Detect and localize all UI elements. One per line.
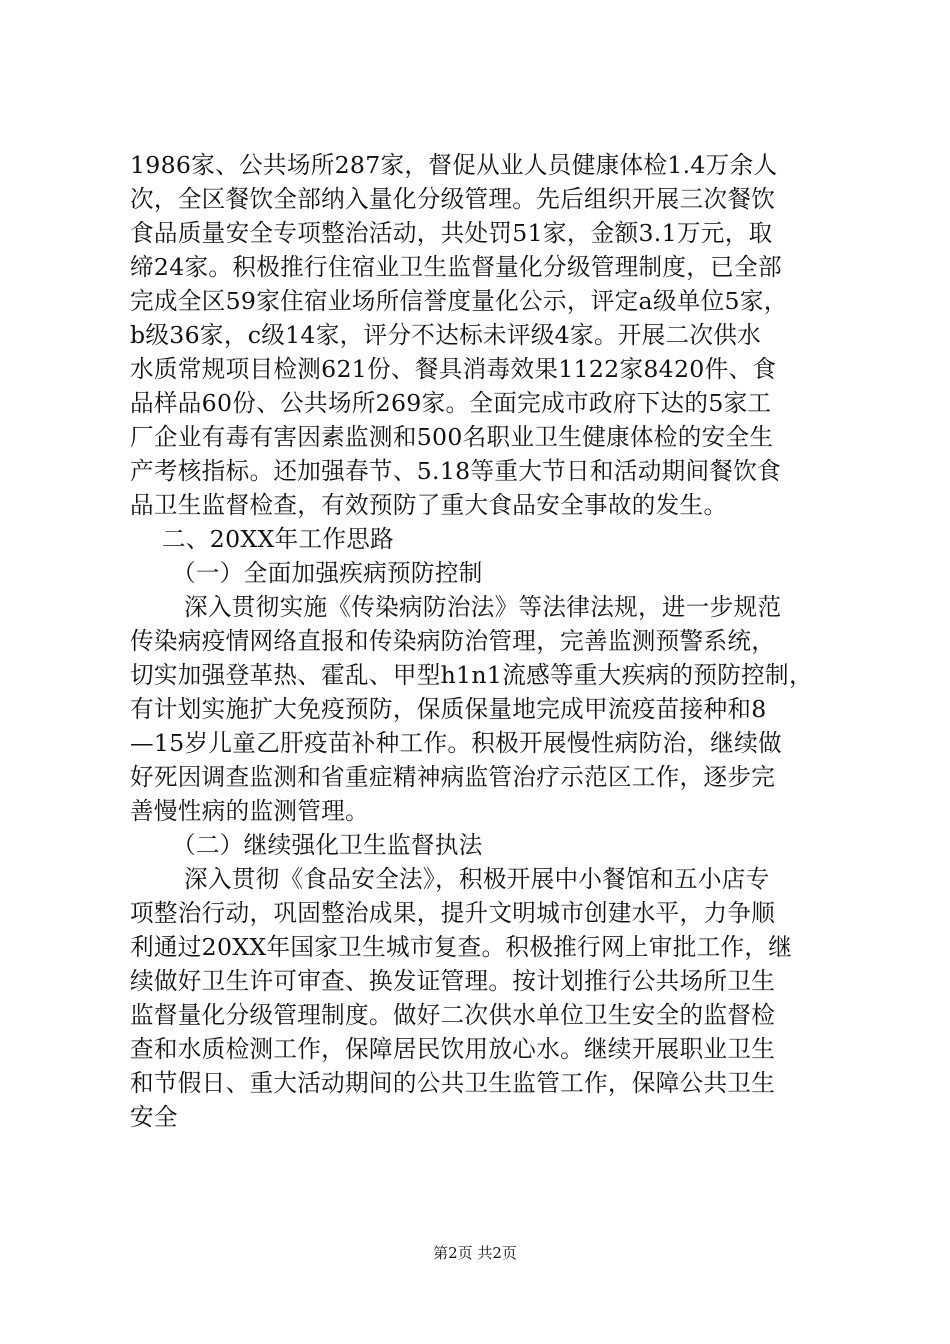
body-line: —15岁儿童乙肝疫苗补种工作。积极开展慢性病防治，继续做 [130,729,782,757]
body-line: 和节假日、重大活动期间的公共卫生监管工作，保障公共卫生 [130,1069,776,1097]
body-line: 缔24家。积极推行住宿业卫生监督量化分级管理制度，已全部 [130,253,782,281]
body-line: 1986家、公共场所287家，督促从业人员健康体检1.4万余人 [130,151,778,179]
page-footer: 第2页 共2页 [433,1244,517,1262]
paragraph-first-line: 深入贯彻《食品安全法》，积极开展中小餐馆和五小店专 [184,865,770,893]
body-line: 续做好卫生许可审查、换发证管理。按计划推行公共场所卫生 [130,967,776,995]
body-line: 厂企业有毒有害因素监测和500名职业卫生健康体检的安全生 [130,423,774,451]
paragraph-first-line: 深入贯彻实施《传染病防治法》等法律法规，进一步规范 [184,593,782,621]
body-line: 切实加强登革热、霍乱、甲型h1n1流感等重大疾病的预防控制， [130,661,813,689]
body-line: 食品质量安全专项整治活动，共处罚51家，金额3.1万元，取 [130,219,773,247]
section-heading: 二、20XX年工作思路 [162,525,395,553]
body-line: 安全 [130,1103,178,1131]
body-line: 查和水质检测工作，保障居民饮用放心水。继续开展职业卫生 [130,1035,776,1063]
body-line: 善慢性病的监测管理。 [130,797,369,825]
body-line: 品卫生监督检查，有效预防了重大食品安全事故的发生。 [130,491,728,519]
body-line: 好死因调查监测和省重症精神病监管治疗示范区工作，逐步完 [130,763,776,791]
body-line: 品样品60份、公共场所269家。全面完成市政府下达的5家工 [130,389,772,417]
body-line: 传染病疫情网络直报和传染病防治管理，完善监测预警系统， [130,627,776,655]
body-line: 完成全区59家住宿业场所信誉度量化公示，评定a级单位5家， [130,287,788,315]
body-line: 有计划实施扩大免疫预防，保质保量地完成甲流疫苗接种和8 [130,695,767,723]
body-line: 产考核指标。还加强春节、5.18等重大节日和活动期间餐饮食 [130,457,782,485]
subsection-heading: （一）全面加强疾病预防控制 [172,559,483,587]
body-line: 项整治行动，巩固整治成果，提升文明城市创建水平，力争顺 [130,899,776,927]
body-line: b级36家，c级14家，评分不达标未评级4家。开展二次供水 [130,321,762,349]
body-line: 水质常规项目检测621份、餐具消毒效果1122家8420件、食 [130,355,777,383]
body-line: 监督量化分级管理制度。做好二次供水单位卫生安全的监督检 [130,1001,776,1029]
body-line: 利通过20XX年国家卫生城市复查。积极推行网上审批工作，继 [130,933,793,961]
subsection-heading: （二）继续强化卫生监督执法 [172,831,483,859]
body-line: 次，全区餐饮全部纳入量化分级管理。先后组织开展三次餐饮 [130,185,776,213]
